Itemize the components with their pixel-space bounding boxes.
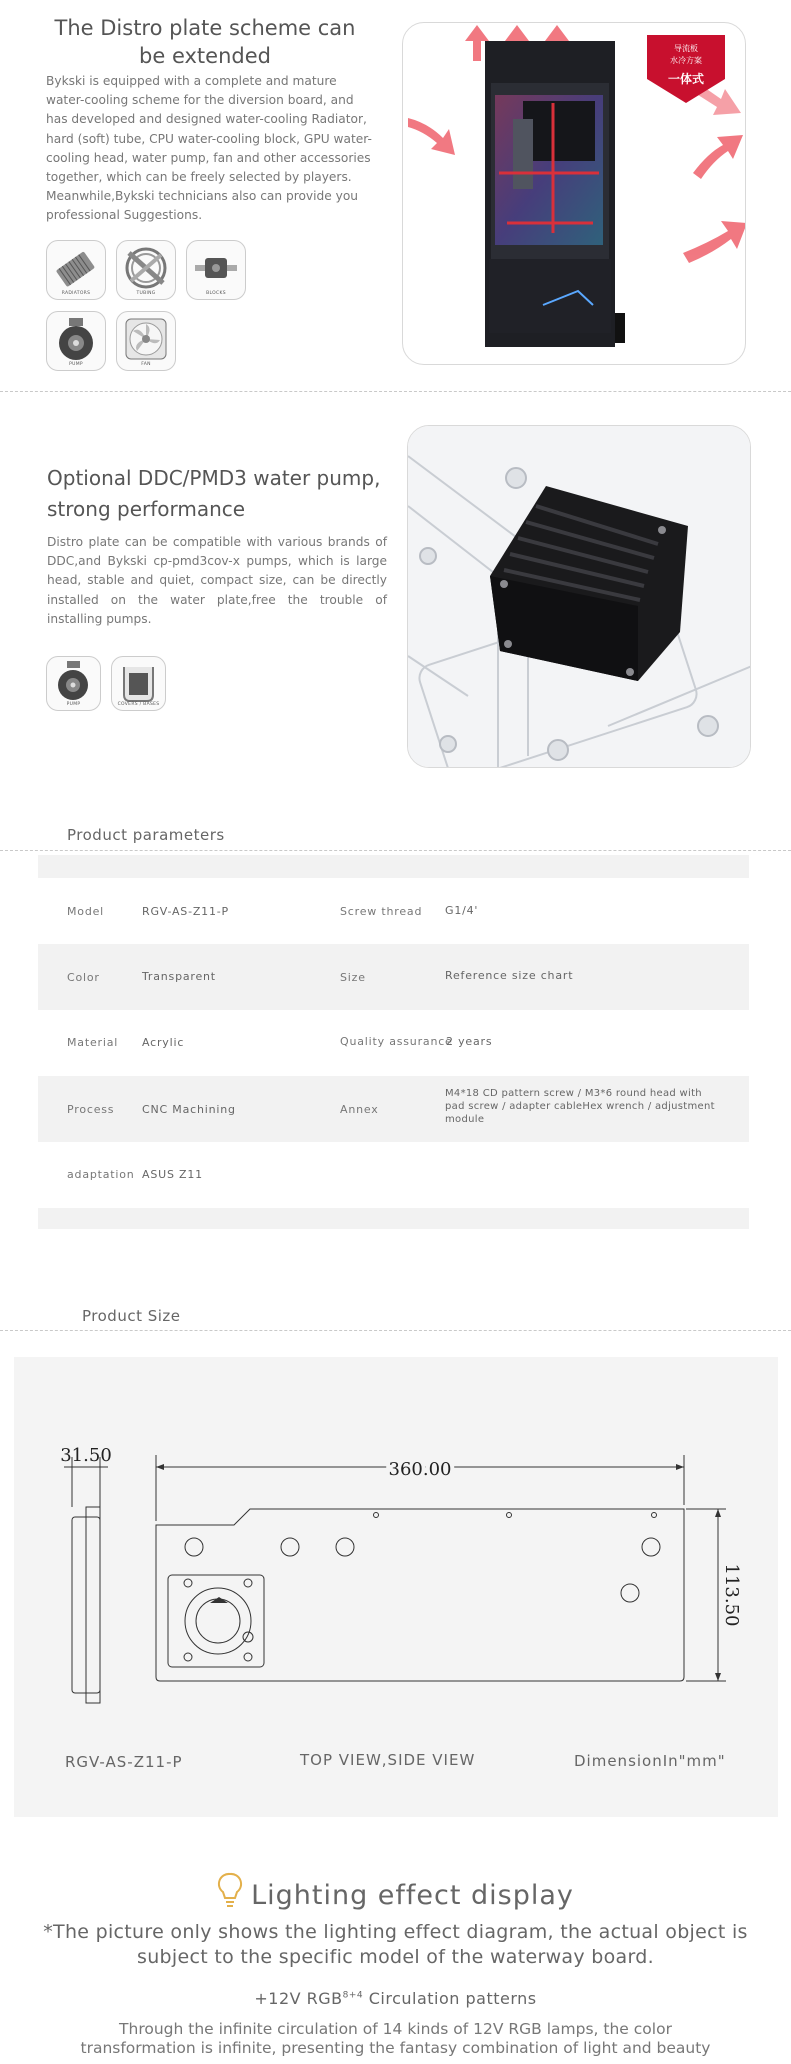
dim-length: 360.00 bbox=[388, 1459, 452, 1480]
param-label: Model bbox=[67, 905, 105, 918]
section-divider bbox=[0, 850, 791, 851]
thumb-label: FAN bbox=[141, 362, 151, 367]
param-value: CNC Machining bbox=[142, 1103, 236, 1116]
lighting-note: *The picture only shows the lighting effect diagram, the actual object is subject to the specific model of the waterway board. bbox=[43, 1921, 748, 1968]
param-label: adaptation bbox=[67, 1168, 135, 1181]
param-value: Reference size chart bbox=[445, 969, 574, 982]
param-label: Material bbox=[67, 1036, 119, 1049]
param-label: Quality assurance bbox=[340, 1035, 453, 1048]
table-row bbox=[38, 1076, 749, 1142]
tubing-thumb[interactable] bbox=[116, 240, 176, 300]
lighting-title: Lighting effect display bbox=[251, 1880, 574, 1911]
param-value: ASUS Z11 bbox=[142, 1168, 203, 1181]
param-label: Size bbox=[340, 971, 366, 984]
dim-height: 113.50 bbox=[721, 1563, 742, 1627]
thumb-label: COVERS / BASES bbox=[117, 702, 160, 707]
pump-illustration bbox=[408, 426, 751, 768]
rgb-label: +12V RGB bbox=[254, 1989, 343, 2008]
banner-line2: 水冷方案 bbox=[670, 56, 702, 65]
section-divider bbox=[0, 391, 791, 392]
thumb-label: BLOCKS bbox=[206, 291, 226, 296]
param-label: Screw thread bbox=[340, 905, 423, 918]
param-label: Process bbox=[67, 1103, 115, 1116]
table-row bbox=[38, 1142, 749, 1208]
size-drawing-panel bbox=[14, 1357, 778, 1817]
fan-thumb[interactable] bbox=[116, 311, 176, 371]
blocks-thumb[interactable] bbox=[186, 240, 246, 300]
size-unit-label: DimensionIn"mm" bbox=[574, 1752, 726, 1770]
radiator-thumb[interactable] bbox=[46, 240, 106, 300]
param-value: RGV-AS-Z11-P bbox=[142, 905, 229, 918]
pump-title: Optional DDC/PMD3 water pump, strong performance bbox=[47, 466, 381, 521]
pump-description: Distro plate can be compatible with various brands of DDC,and Bykski cp-pmd3cov-x pumps, which is large head, stable and quiet, compact size, can be directly installed on the water plate,free the trouble of installing pumps. bbox=[47, 535, 387, 626]
thumb-label: PUMP bbox=[66, 702, 81, 707]
pump-cover-thumb[interactable] bbox=[111, 656, 166, 711]
thumb-label: PUMP bbox=[69, 362, 83, 367]
scheme-title: The Distro plate scheme can be extended bbox=[54, 16, 356, 68]
technical-drawing bbox=[14, 1357, 778, 1817]
param-value: Transparent bbox=[142, 970, 216, 983]
lighting-description: Through the infinite circulation of 14 kinds of 12V RGB lamps, the color transformation is infinite, presenting the fantasy combination of light and beauty bbox=[80, 2020, 711, 2057]
size-model: RGV-AS-Z11-P bbox=[65, 1753, 183, 1771]
banner-line3: 一体式 bbox=[667, 72, 705, 86]
table-row bbox=[38, 1010, 749, 1076]
thumb-label: TUBING bbox=[136, 291, 156, 296]
rgb-superscript: 8+4 bbox=[342, 1990, 364, 2001]
param-value: M4*18 CD pattern screw / M3*6 round head with pad screw / adapter cableHex wrench / adjustment module bbox=[445, 1088, 715, 1125]
dim-thickness: 31.50 bbox=[60, 1445, 112, 1466]
size-heading: Product Size bbox=[82, 1307, 181, 1325]
parameters-heading: Product parameters bbox=[67, 826, 225, 844]
light-bulb-icon bbox=[217, 1872, 243, 1908]
param-value: 2 years bbox=[446, 1035, 493, 1048]
pump-thumb[interactable] bbox=[46, 311, 106, 371]
scheme-description: Bykski is equipped with a complete and mature water-cooling scheme for the diversion board, and has developed and designed water-cooling Radiator, hard (soft) tube, CPU water-cooling block, GPU water-cooling head, water pump, fan and other accessories together, which can be freely selected by players. Meanwhile,Bykski technicians also can provide you professional Suggestions. bbox=[46, 74, 372, 223]
pump-photo bbox=[407, 425, 751, 768]
param-value: G1/4' bbox=[445, 904, 479, 917]
pc-case-illustration bbox=[403, 23, 746, 365]
lighting-subtitle bbox=[0, 1989, 791, 2008]
table-stripe bbox=[38, 855, 749, 878]
circulation-label: Circulation patterns bbox=[363, 1989, 537, 2008]
table-row bbox=[38, 944, 749, 1010]
param-value: Acrylic bbox=[142, 1036, 185, 1049]
banner-line1: 导流板 bbox=[674, 44, 698, 53]
pc-case-photo bbox=[402, 22, 746, 365]
table-stripe bbox=[38, 1208, 749, 1229]
param-label: Annex bbox=[340, 1103, 379, 1116]
table-row bbox=[38, 878, 749, 944]
thumb-label: RADIATORS bbox=[61, 291, 91, 296]
param-label: Color bbox=[67, 971, 100, 984]
pump-thumb-2[interactable] bbox=[46, 656, 101, 711]
lighting-heading bbox=[0, 1872, 791, 1911]
section-divider bbox=[0, 1330, 791, 1331]
size-view-label: TOP VIEW,SIDE VIEW bbox=[300, 1751, 476, 1769]
